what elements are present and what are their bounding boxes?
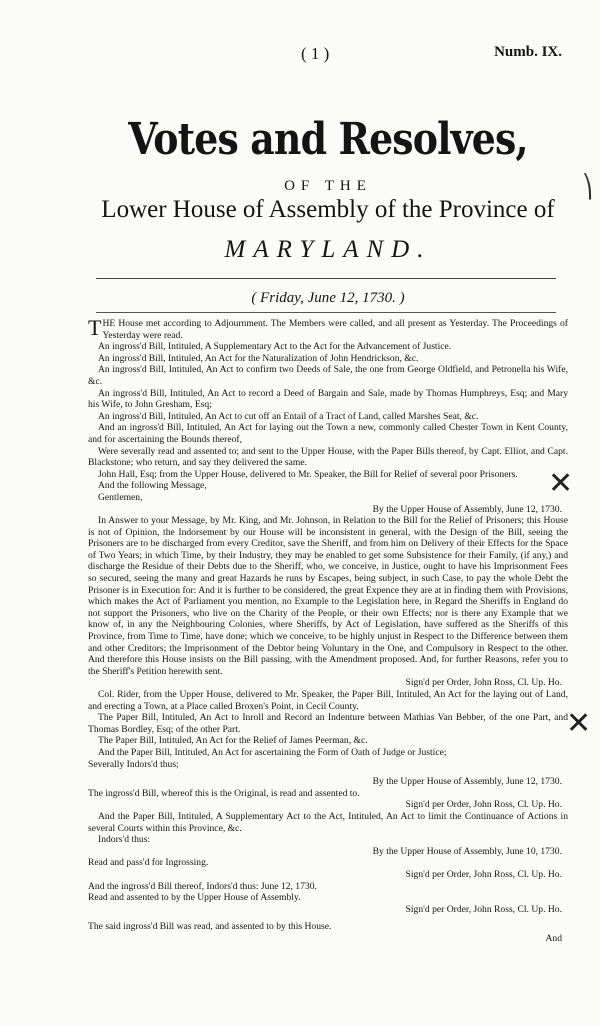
page-header	[86, 44, 570, 68]
margin-tick-mark: ⎞	[582, 174, 593, 199]
signature-line: Sign'd per Order, John Ross, Cl. Up. Ho.	[405, 677, 562, 689]
paragraph: John Hall, Esq; from the Upper House, delivered to Mr. Speaker, the Bill for Relief of several poor Prisoners.	[98, 468, 518, 480]
paragraph: An ingross'd Bill, Intituled, An Act to confirm two Deeds of Sale, the one from George Oldfield, and Petronella his Wife, &c.	[88, 364, 568, 387]
paragraph: An ingross'd Bill, Intituled, A Supplementary Act to the Act for the Advancement of Justice.	[98, 341, 452, 353]
paragraph: An ingross'd Bill, Intituled, An Act for the Naturalization of John Hendrickson, &c.	[98, 352, 419, 364]
message-dateline: By the Upper House of Assembly, June 12, 1730.	[372, 503, 562, 515]
paragraph: And the Paper Bill, Intituled, An Act for ascertaining the Form of Oath of Judge or Justice;	[98, 746, 447, 758]
margin-x-mark: ✕	[566, 706, 592, 741]
title-province: Lower House of Assembly of the Province of	[101, 196, 555, 223]
paragraph: An ingross'd Bill, Intituled, An Act to record a Deed of Bargain and Sale, made by Thomas Humphreys, Esq; and Mary his Wife, to John Gresham, Esq;	[88, 387, 568, 411]
date-rule	[96, 312, 556, 313]
signature-line: Sign'd per Order, John Ross, Cl. Up. Ho.	[405, 868, 562, 880]
paragraph: The Paper Bill, Intituled, An Act to Inroll and Record an Indenture between Mathias Van Bebber, of the one Part, and Thomas Bordley, Esq; of the other Part.	[88, 712, 568, 735]
title-maryland: MARYLAND.	[224, 236, 432, 263]
endorsement-text: And the ingross'd Bill thereof, Indors'd thus: June 12, 1730.	[88, 880, 317, 892]
endorsement-text: The ingross'd Bill, whereof this is the Original, is read and assented to.	[88, 787, 360, 799]
main-title: Votes and Resolves,	[128, 114, 528, 165]
message-text: In Answer to your Message, by Mr. King, and Mr. Johnson, in Relation to the Bill for the Relief of Prisoners; this House is not of Opinion, the Indorsement by our House will be inconsistent in general, with the Design of the Bill, seeing the Prisoners are to be discharged from every Creditor, save the Sheriff, and from him on Delivery of their Effects for the Space of Two Years; in which Time, by their Industry, they may be enabled to get some Subsistence for their Family, (if any,) and discharge the Residue of their Debts due to the Sheriff, who, we conceive, in Justice, ought to have his Imprisonment Fees so secured, seeing the many and great Hazards he runs by Escapes, being subject, in such Case, to pay the whole Debt the Prisoner is in Execution for: And it is further to be considered, the great Expence they are at in finding them with Provisions, which makes the Act of Parliament you mention, no Example to the Legislation here, in Regard the Sheriffs in England do not support the Prisoners, who live on the Charity of the People, or their own Effects; nor is there any Example that we know of, in any the Neighbouring Colonies, where Sheriffs, by Act of Legislation, have suffered as the Sheriffs of this Province, from Time to Time, have done; which we conceive, to be highly unjust in Respect to the Difference between them and other Creditors; the Imprisonment of the Debtor being Voluntary in the One, and Compulsory in Respect to the other. And therefore this House insists on the Bill passing, with the Amendment proposed. And, for further Reasons, refer you to the Sheriff's Petition herewith sent.	[88, 515, 568, 677]
endorsement-text: Read and assented to by the Upper House of Assembly.	[88, 892, 301, 904]
session-date: ( Friday, June 12, 1730. )	[251, 290, 405, 306]
signature-line: Sign'd per Order, John Ross, Cl. Up. Ho.	[405, 799, 562, 811]
signature-line: Sign'd per Order, John Ross, Cl. Up. Ho.	[405, 903, 562, 915]
document-body	[88, 315, 568, 944]
message-salutation: Gentlemen,	[98, 491, 143, 503]
paragraph: Col. Rider, from the Upper House, delivered to Mr. Speaker, the Paper Bill, Intituled, An Act for the laying out of Land, and erecting a Town, at a Place called Broxen's Point, in Cecil County.	[88, 689, 568, 712]
paragraph: The Paper Bill, Intituled, An Act for the Relief of James Peerman, &c.	[98, 735, 368, 747]
paragraph: Severally Indors'd thus;	[88, 758, 179, 770]
title-rule	[96, 278, 556, 279]
issue-number: Numb. IX.	[494, 44, 562, 60]
title-of-the: OF THE	[284, 178, 372, 194]
margin-x-mark: ✕	[548, 466, 574, 501]
paragraph: THE House met according to Adjournment. The Members were called, and all present as Yesterday. The Proceedings of Yesterday were read.	[88, 315, 568, 341]
endorsement-text: Read and pass'd for Ingrossing.	[88, 857, 209, 869]
page-number: ( 1 )	[301, 44, 330, 63]
paragraph: An ingross'd Bill, Intituled, An Act to cut off an Entail of a Tract of Land, called Marshes Seat, &c.	[98, 410, 479, 422]
paragraph: And the following Message,	[98, 480, 207, 492]
endorsement-dateline: By the Upper House of Assembly, June 12, 1730.	[372, 776, 562, 788]
paragraph: Indors'd thus:	[98, 834, 151, 846]
endorsement-dateline: By the Upper House of Assembly, June 10, 1730.	[372, 845, 562, 857]
paragraph: And an ingross'd Bill, Intituled, An Act for laying out the Town a new, commonly called Chester Town in Kent County, and for ascertaining the Bounds thereof,	[88, 422, 568, 445]
paragraph: And the Paper Bill, Intituled, A Supplementary Act to the Act, Intituled, An Act to limit the Continuance of Actions in several Courts within this Province, &c.	[88, 810, 568, 834]
catchword: And	[545, 932, 562, 944]
paragraph: Were severally read and assented to; and sent to the Upper House, with the Paper Bills thereof, by Capt. Elliot, and Capt. Blackstone; who return, and say they delivered the same.	[88, 445, 568, 469]
paragraph: The said ingross'd Bill was read, and assented to by this House.	[88, 921, 332, 933]
